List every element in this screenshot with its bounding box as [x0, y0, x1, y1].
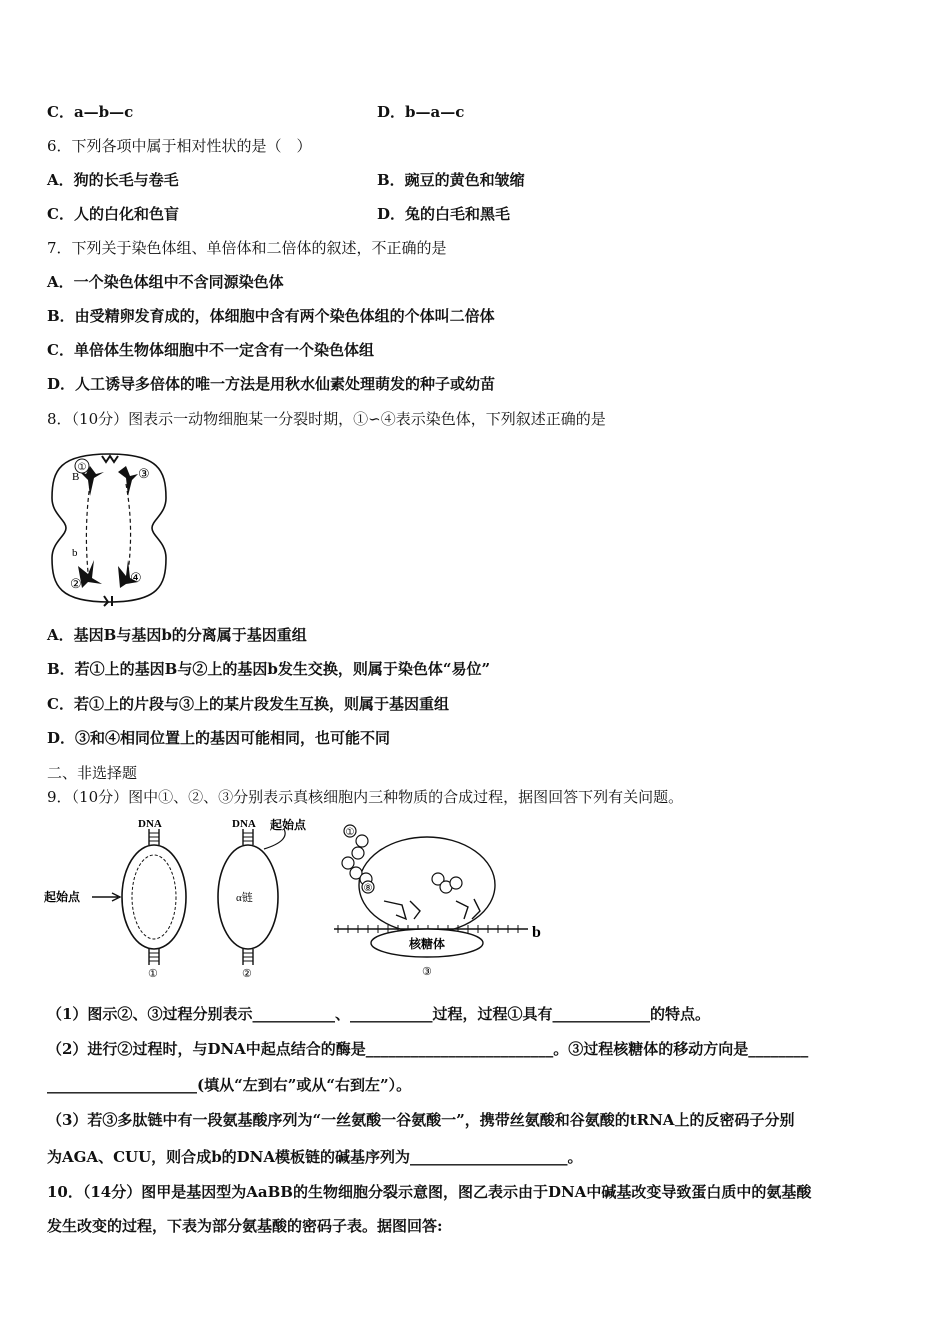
q7-option-b: B．由受精卵发育成的，体细胞中含有两个染色体组的个体叫二倍体 — [47, 307, 495, 325]
q9-part3-line1: （3）若③多肽链中有一段氨基酸序列为“一丝氨酸一谷氨酸一”，携带丝氨酸和谷氨酸的tRNA上的反密码子分别 — [47, 1111, 795, 1129]
q9-synthesis-figure — [44, 815, 554, 983]
fig2-origin-label: 起始点 — [270, 818, 307, 832]
q9-part2-line2: ____________________(填从“左到右”或从“右到左”）。 — [47, 1076, 412, 1094]
q10-stem-line2: 发生改变的过程，下表为部分氨基酸的密码子表。据图回答: — [47, 1217, 443, 1235]
label-chromosome-2: ② — [70, 576, 82, 591]
q10-stem-line1: 10．（14分）图甲是基因型为AaBB的生物细胞分裂示意图，图乙表示由于DNA中碱基改变导致蛋白质中的氨基酸 — [47, 1183, 812, 1201]
q6-stem: 6．下列各项中属于相对性状的是（ ） — [47, 137, 312, 155]
fig3-b-label: b — [532, 924, 541, 941]
label-gene-B: B — [72, 471, 80, 483]
q8-cell-division-figure — [48, 448, 170, 608]
q7-option-a: A．一个染色体组中不含同源染色体 — [47, 273, 284, 291]
fig2-number: ② — [242, 968, 252, 980]
section-heading: 二、非选择题 — [47, 764, 138, 782]
fig1-dna-label: DNA — [138, 818, 162, 830]
q8-option-d: D．③和④相同位置上的基因可能相同，也可能不同 — [47, 729, 391, 747]
q6-option-b: B．豌豆的黄色和皱缩 — [377, 171, 525, 189]
q5-option-d: D．b—a—c — [377, 103, 465, 121]
q8-stem: 8．（10分）图表示一动物细胞某一分裂时期，①∽④表示染色体，下列叙述正确的是 — [47, 410, 606, 428]
q7-option-c: C．单倍体生物体细胞中不一定含有一个染色体组 — [47, 341, 374, 359]
centriole-top — [102, 456, 118, 462]
fig3-peptide-start: ① — [345, 827, 355, 838]
fig2-dna-label: DNA — [232, 818, 256, 830]
label-gene-b: b — [72, 547, 78, 559]
q7-stem: 7．下列关于染色体组、单倍体和二倍体的叙述，不正确的是 — [47, 239, 447, 257]
label-chromosome-3: ③ — [138, 466, 150, 481]
q9-stem: 9．（10分）图中①、②、③分别表示真核细胞内三种物质的合成过程，据图回答下列有关问题。 — [47, 788, 684, 806]
q8-option-c: C．若①上的片段与③上的某片段发生互换，则属于基因重组 — [47, 695, 449, 713]
q9-part3-line2: 为AGA、CUU，则合成b的DNA模板链的碱基序列为_____________________。 — [47, 1148, 583, 1166]
q6-option-d: D．兔的白毛和黑毛 — [377, 205, 511, 223]
q9-part2-line1: （2）进行②过程时，与DNA中起点结合的酶是_________________________。③过程核糖体的移动方向是________ — [47, 1040, 809, 1058]
fig3-peptide-label: ⑧ — [363, 883, 373, 894]
fig1-number: ① — [148, 968, 158, 980]
q8-option-b: B．若①上的基因B与②上的基因b发生交换，则属于染色体“易位” — [47, 660, 491, 678]
q8-option-a: A．基因B与基因b的分离属于基因重组 — [47, 626, 307, 644]
q6-option-c: C．人的白化和色盲 — [47, 205, 179, 223]
fig1-origin-label: 起始点 — [44, 890, 81, 904]
fig3-ribosome-label: 核糖体 — [408, 937, 446, 951]
chromosome-3 — [118, 466, 138, 496]
fig3-number: ③ — [422, 966, 432, 978]
q7-option-d: D．人工诱导多倍体的唯一方法是用秋水仙素处理萌发的种子或幼苗 — [47, 375, 496, 393]
q5-option-c: C．a—b—c — [47, 103, 134, 121]
q6-option-a: A．狗的长毛与卷毛 — [47, 171, 179, 189]
fig2-alpha-chain-label: α链 — [236, 892, 253, 904]
label-chromosome-4: ④ — [130, 570, 142, 585]
q9-part1: （1）图示②、③过程分别表示___________、___________过程，过程①具有_____________的特点。 — [47, 1005, 710, 1023]
label-chromosome-1: ① — [77, 462, 87, 473]
centriole-bottom — [104, 596, 112, 606]
